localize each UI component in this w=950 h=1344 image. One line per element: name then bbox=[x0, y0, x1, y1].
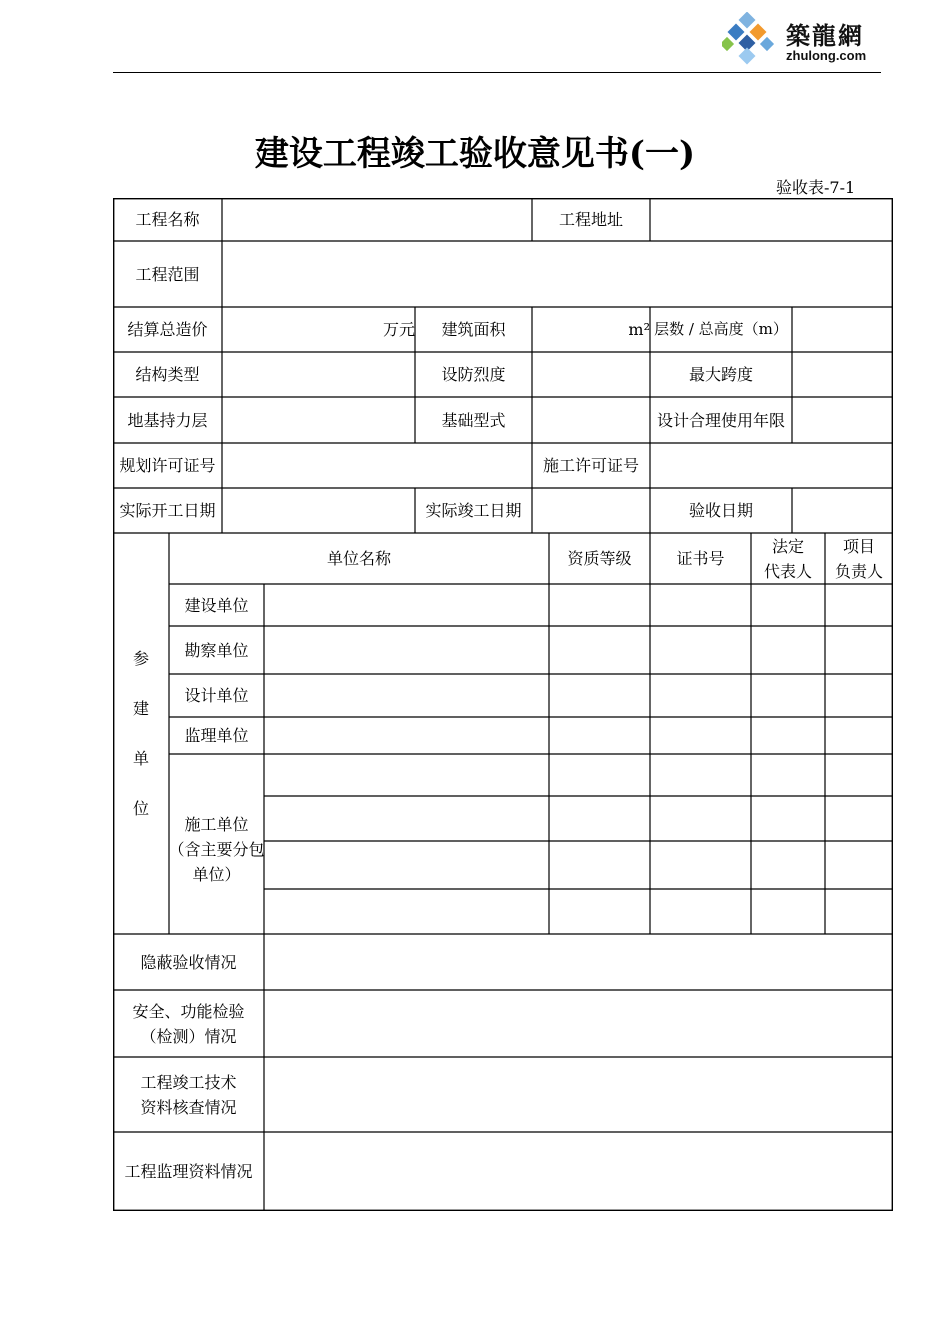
structure-type-field[interactable] bbox=[223, 352, 415, 397]
design-life-field[interactable] bbox=[793, 397, 892, 443]
label-actual-start: 实际开工日期 bbox=[119, 501, 216, 520]
bearing-layer-field[interactable] bbox=[223, 397, 415, 443]
participants-char: 单 bbox=[132, 749, 149, 768]
col-unit-name: 单位名称 bbox=[326, 549, 391, 568]
contractor-line1: 施工单位 bbox=[184, 814, 249, 834]
actual-completion-field[interactable] bbox=[533, 488, 650, 533]
label-project-address: 工程地址 bbox=[558, 210, 623, 229]
max-span-field[interactable] bbox=[793, 352, 892, 397]
row-owner-unit: 建设单位 bbox=[184, 595, 249, 615]
header-rule bbox=[113, 72, 881, 73]
unit-square-meter: m² bbox=[628, 320, 650, 339]
label-acceptance-date: 验收日期 bbox=[688, 501, 753, 520]
row-contractor-unit bbox=[169, 754, 264, 934]
form-code: 验收表-7-1 bbox=[776, 178, 856, 197]
logo-mark-icon bbox=[722, 12, 782, 70]
actual-start-field[interactable] bbox=[223, 488, 415, 533]
label-structure-type: 结构类型 bbox=[135, 365, 200, 384]
project-name-field[interactable] bbox=[223, 198, 532, 241]
technical-docs-field[interactable] bbox=[265, 1057, 892, 1132]
label-bearing-layer: 地基持力层 bbox=[127, 410, 208, 430]
tech-line2: 资料核查情况 bbox=[140, 1097, 237, 1117]
tech-line1: 工程竣工技术 bbox=[140, 1072, 237, 1092]
participants-char: 参 bbox=[132, 649, 149, 668]
label-construction-permit: 施工许可证号 bbox=[542, 456, 639, 475]
seismic-intensity-field[interactable] bbox=[533, 352, 650, 397]
label-planning-permit: 规划许可证号 bbox=[119, 456, 216, 475]
col-qualification: 资质等级 bbox=[567, 549, 632, 568]
col-project-lead-line1: 项目 bbox=[842, 536, 875, 556]
acceptance-date-field[interactable] bbox=[793, 488, 892, 533]
foundation-type-field[interactable] bbox=[533, 397, 650, 443]
col-legal-rep-line2: 代表人 bbox=[763, 561, 812, 581]
safety-line1: 安全、功能检验 bbox=[132, 1001, 245, 1021]
contractor-line2: （含主要分包 bbox=[168, 839, 265, 859]
label-concealed-acceptance: 隐蔽验收情况 bbox=[140, 952, 237, 972]
contractor-line3: 单位） bbox=[192, 864, 241, 884]
label-safety-function bbox=[113, 990, 264, 1057]
col-legal-rep-line1: 法定 bbox=[771, 536, 804, 556]
unit-wan-yuan: 万元 bbox=[382, 320, 415, 339]
label-foundation-type: 基础型式 bbox=[441, 410, 506, 430]
row-supervision-unit: 监理单位 bbox=[184, 726, 249, 745]
row-design-unit: 设计单位 bbox=[184, 686, 249, 705]
label-building-area: 建筑面积 bbox=[441, 320, 506, 339]
safety-function-field[interactable] bbox=[265, 990, 892, 1057]
participants-char: 建 bbox=[132, 699, 149, 718]
project-scope-field[interactable] bbox=[223, 241, 892, 307]
participants-char: 位 bbox=[132, 799, 149, 818]
label-floors-height: 层数 / 总高度（m） bbox=[654, 320, 788, 338]
supervision-records-field[interactable] bbox=[265, 1132, 892, 1211]
label-settlement-price: 结算总造价 bbox=[127, 320, 208, 339]
construction-permit-field[interactable] bbox=[651, 443, 892, 488]
label-actual-completion: 实际竣工日期 bbox=[425, 501, 522, 520]
label-project-name: 工程名称 bbox=[135, 210, 200, 229]
label-project-scope: 工程范围 bbox=[135, 264, 200, 284]
label-max-span: 最大跨度 bbox=[688, 365, 753, 384]
site-logo bbox=[722, 12, 892, 70]
settlement-price-field[interactable] bbox=[223, 307, 415, 352]
building-area-field[interactable] bbox=[533, 307, 650, 352]
logo-chinese-name: 築龍網 bbox=[786, 21, 864, 50]
col-legal-representative bbox=[751, 533, 825, 584]
label-design-life: 设计合理使用年限 bbox=[656, 410, 785, 430]
safety-line2: （检测）情况 bbox=[140, 1026, 237, 1046]
col-certificate: 证书号 bbox=[676, 549, 725, 568]
logo-url: zhulong.com bbox=[786, 48, 867, 63]
page-title: 建设工程竣工验收意见书(一) bbox=[254, 134, 696, 174]
label-technical-docs bbox=[113, 1057, 264, 1132]
planning-permit-field[interactable] bbox=[223, 443, 532, 488]
concealed-acceptance-field[interactable] bbox=[265, 934, 892, 990]
label-supervision-records: 工程监理资料情况 bbox=[124, 1162, 253, 1181]
project-address-field[interactable] bbox=[651, 198, 892, 241]
col-project-lead-line2: 负责人 bbox=[834, 561, 883, 581]
label-seismic-intensity: 设防烈度 bbox=[441, 365, 506, 384]
participants-label bbox=[113, 634, 169, 834]
floors-height-field[interactable] bbox=[793, 307, 892, 352]
col-project-lead bbox=[825, 533, 893, 584]
acceptance-form-table bbox=[113, 198, 893, 1211]
row-survey-unit: 勘察单位 bbox=[184, 640, 249, 660]
